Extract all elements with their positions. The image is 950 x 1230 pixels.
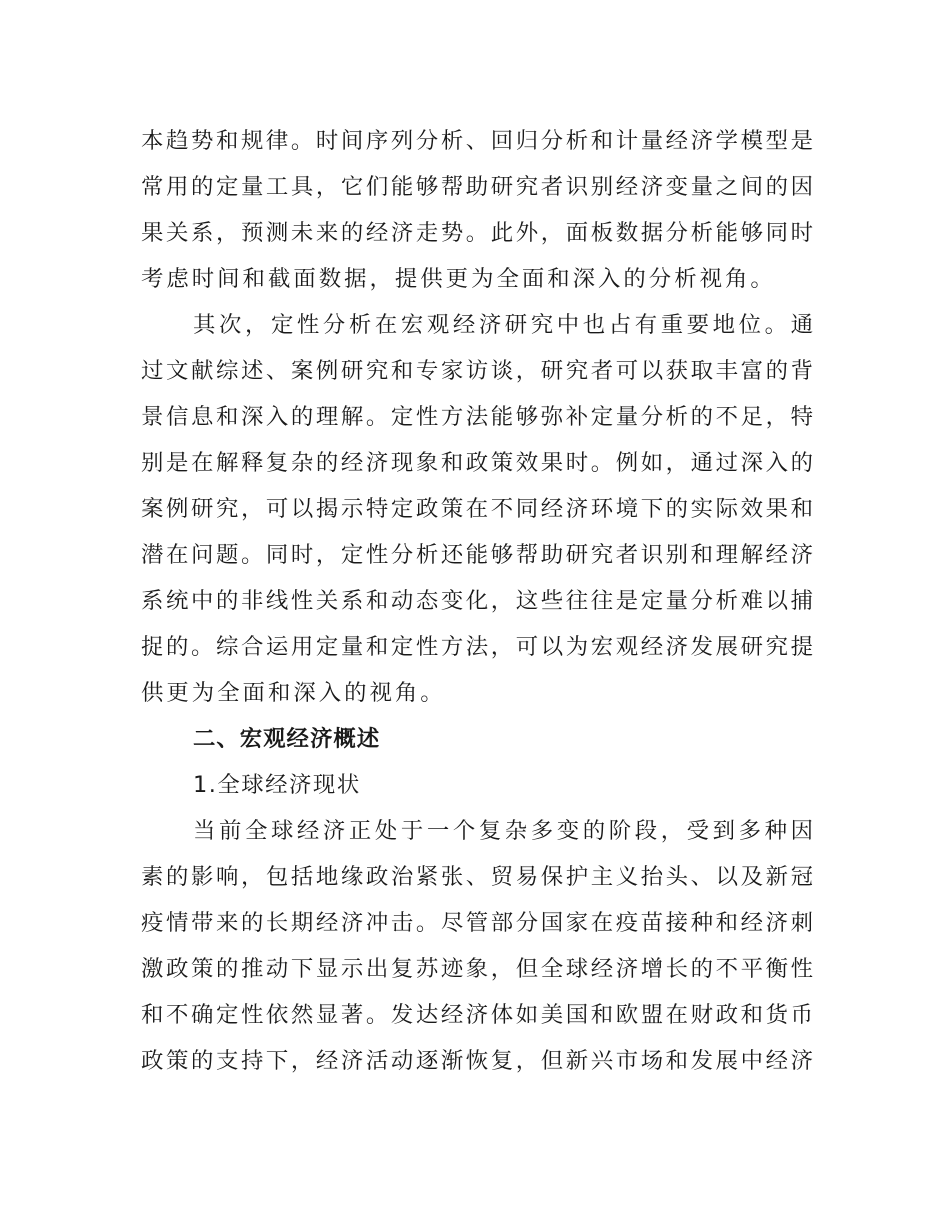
document-page	[141, 118, 813, 1084]
text-line: 常用的定量工具，它们能够帮助研究者识别经济变量之间的因	[141, 174, 813, 200]
subsection-heading: 1.全球经济现状	[193, 772, 361, 798]
text-line: 政策的支持下，经济活动逐渐恢复，但新兴市场和发展中经济	[141, 1048, 813, 1074]
text-line: 潜在问题。同时，定性分析还能够帮助研究者识别和理解经济	[141, 542, 813, 568]
text-line: 素的影响，包括地缘政治紧张、贸易保护主义抬头、以及新冠	[141, 864, 813, 890]
text-line: 当前全球经济正处于一个复杂多变的阶段，受到多种因	[193, 818, 813, 844]
text-line: 捉的。综合运用定量和定性方法，可以为宏观经济发展研究提	[141, 634, 813, 660]
paragraph-2	[141, 302, 813, 716]
paragraph-3	[141, 808, 813, 1084]
text-line: 其次，定性分析在宏观经济研究中也占有重要地位。通	[193, 312, 813, 338]
text-line: 本趋势和规律。时间序列分析、回归分析和计量经济学模型是	[141, 128, 813, 154]
text-line: 过文献综述、案例研究和专家访谈，研究者可以获取丰富的背	[141, 358, 813, 384]
text-line: 和不确定性依然显著。发达经济体如美国和欧盟在财政和货币	[141, 1002, 813, 1028]
text-line: 景信息和深入的理解。定性方法能够弥补定量分析的不足，特	[141, 404, 813, 430]
text-line: 考虑时间和截面数据，提供更为全面和深入的分析视角。	[141, 266, 776, 292]
section-heading: 二、宏观经济概述	[193, 726, 381, 752]
text-line: 激政策的推动下显示出复苏迹象，但全球经济增长的不平衡性	[141, 956, 813, 982]
text-line: 供更为全面和深入的视角。	[141, 680, 446, 706]
paragraph-1	[141, 118, 813, 302]
text-line: 疫情带来的长期经济冲击。尽管部分国家在疫苗接种和经济刺	[141, 910, 813, 936]
text-line: 果关系，预测未来的经济走势。此外，面板数据分析能够同时	[141, 220, 813, 246]
text-line: 系统中的非线性关系和动态变化，这些往往是定量分析难以捕	[141, 588, 813, 614]
text-line: 别是在解释复杂的经济现象和政策效果时。例如，通过深入的	[141, 450, 813, 476]
text-line: 案例研究，可以揭示特定政策在不同经济环境下的实际效果和	[141, 496, 813, 522]
